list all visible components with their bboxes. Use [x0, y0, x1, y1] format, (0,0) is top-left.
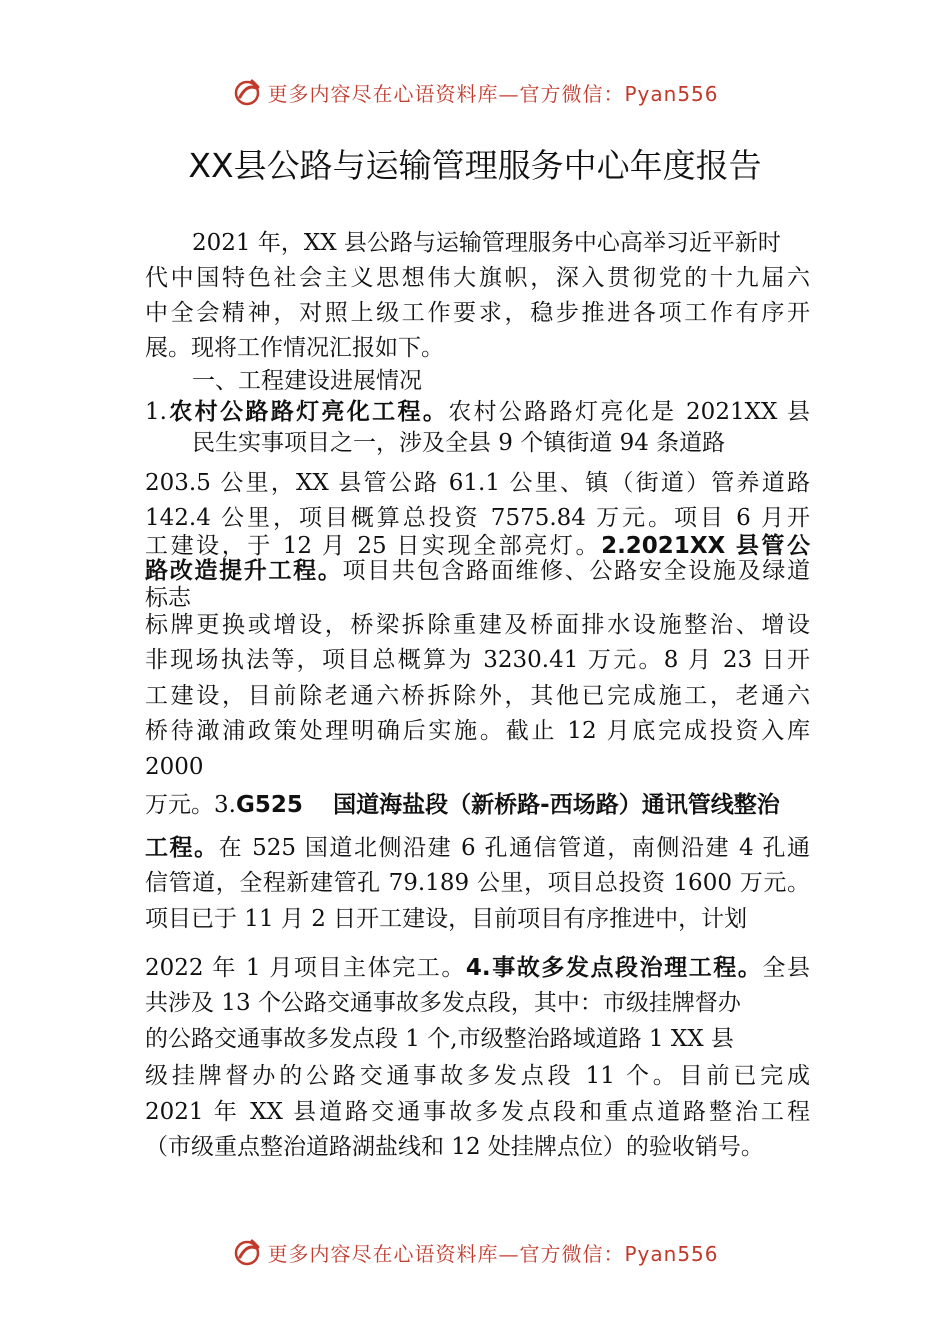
- body-line: [192, 428, 725, 458]
- bold-heading-text: 路改造提升工程。: [145, 558, 343, 584]
- body-text: 2000: [145, 754, 204, 780]
- header-banner: [0, 72, 950, 112]
- body-line: [192, 228, 781, 258]
- body-text: 标牌更换或增设，桥梁拆除重建及桥面排水设施整治、增设: [145, 612, 810, 638]
- body-text: 共涉及 13 个公路交通事故多发点段，其中：市级挂牌督办: [145, 990, 741, 1016]
- document-title: XX县公路与运输管理服务中心年度报告: [188, 146, 762, 185]
- body-line: [145, 953, 810, 983]
- brand-logo-icon: [231, 1236, 263, 1268]
- body-text: 民生实事项目之一，涉及全县 9 个镇街道 94 条道路: [192, 430, 726, 456]
- body-line: [145, 298, 810, 328]
- body-text: 项目共包含路面维修、公路安全设施及绿道: [342, 558, 811, 584]
- banner-wechat-id: Pyan556: [624, 1241, 719, 1266]
- body-text: 万元。3.: [145, 792, 236, 818]
- bold-heading-text: G525: [235, 792, 303, 818]
- body-text: 142.4 公里，项目概算总投资 7575.84 万元。项目 6 月开: [145, 505, 810, 531]
- banner-slogan: 更多内容尽在心语资料库—官方微信：: [267, 1241, 625, 1266]
- brand-logo-icon: [231, 76, 263, 108]
- body-text: [303, 792, 333, 818]
- bold-heading-text: 工程。: [145, 835, 219, 861]
- body-line: [145, 583, 191, 613]
- body-text: 的公路交通事故多发点段 1 个,市级整治路域道路 1 XX 县: [145, 1026, 734, 1052]
- banner-wechat-id: Pyan556: [624, 81, 719, 106]
- body-line: [145, 904, 747, 934]
- body-line: [145, 645, 810, 675]
- body-line: [145, 868, 810, 898]
- body-line: [145, 503, 810, 533]
- body-text: 一、工程建设进展情况: [192, 368, 422, 394]
- body-text: 非现场执法等，项目总概算为 3230.41 万元。8 月 23 日开: [145, 647, 810, 673]
- body-text: 203.5 公里，XX 县管公路 61.1 公里、镇（街道）管养道路: [145, 470, 810, 496]
- bold-heading-text: 农村公路路灯亮化工程。: [166, 399, 449, 425]
- body-line: [145, 397, 810, 427]
- body-text: 桥待澉浦政策处理明确后实施。截止 12 月底完成投资入库: [145, 718, 810, 744]
- body-line: [145, 790, 780, 820]
- footer-banner: [0, 1232, 950, 1272]
- body-text: （市级重点整治道路湖盐线和 12 处挂牌点位）的验收销号。: [145, 1134, 764, 1160]
- body-line: [192, 366, 422, 396]
- body-text: 项目已于 11 月 2 日开工建设，目前项目有序推进中，计划: [145, 906, 748, 932]
- body-line: [145, 610, 810, 640]
- bold-heading-text: 4.事故多发点段治理工程。: [465, 955, 763, 981]
- banner-text: [267, 78, 718, 107]
- body-line: [145, 556, 810, 586]
- body-text: 农村公路路灯亮化是 2021XX 县: [448, 399, 810, 425]
- body-line: [145, 988, 741, 1018]
- body-text: 信管道，全程新建管孔 79.189 公里，项目总投资 1600 万元。: [145, 870, 810, 896]
- body-text: 展。现将工作情况汇报如下。: [145, 335, 444, 361]
- body-line: [145, 263, 810, 293]
- body-text: 代中国特色社会主义思想伟大旗帜，深入贯彻党的十九届六: [145, 265, 810, 291]
- body-text: 在 525 国道北侧沿建 6 孔通信管道，南侧沿建 4 孔通: [218, 835, 810, 861]
- body-text: 标志: [145, 585, 191, 611]
- body-text: 2021 年 XX 县道路交通事故多发点段和重点道路整治工程: [145, 1099, 810, 1125]
- banner-slogan: 更多内容尽在心语资料库—官方微信：: [267, 81, 625, 106]
- body-text: 级挂牌督办的公路交通事故多发点段 11 个。目前已完成: [145, 1063, 810, 1089]
- body-line: [145, 1097, 810, 1127]
- body-line: [145, 681, 810, 711]
- bold-heading-text: 国道海盐段（新桥路-西场路）通讯管线整治: [333, 792, 780, 818]
- body-line: [145, 833, 810, 863]
- body-line: [145, 1061, 810, 1091]
- banner-text: [267, 1238, 718, 1267]
- body-text: 2022 年 1 月项目主体完工。: [145, 955, 466, 981]
- body-line: [145, 333, 444, 363]
- body-line: [145, 1024, 734, 1054]
- bold-heading-text: 2.2021XX 县管公: [601, 533, 811, 559]
- body-line: [145, 468, 810, 498]
- body-line: [145, 752, 204, 782]
- body-text: 1.: [145, 399, 167, 425]
- body-line: [145, 1132, 764, 1162]
- body-text: 2021 年，XX 县公路与运输管理服务中心高举习近平新时: [192, 230, 781, 256]
- body-text: 全县: [762, 955, 810, 981]
- body-line: [145, 716, 810, 746]
- body-text: 工建设，于 12 月 25 日实现全部亮灯。: [145, 533, 602, 559]
- body-text: 工建设，目前除老通六桥拆除外，其他已完成施工，老通六: [145, 683, 810, 709]
- body-text: 中全会精神，对照上级工作要求，稳步推进各项工作有序开: [145, 300, 810, 326]
